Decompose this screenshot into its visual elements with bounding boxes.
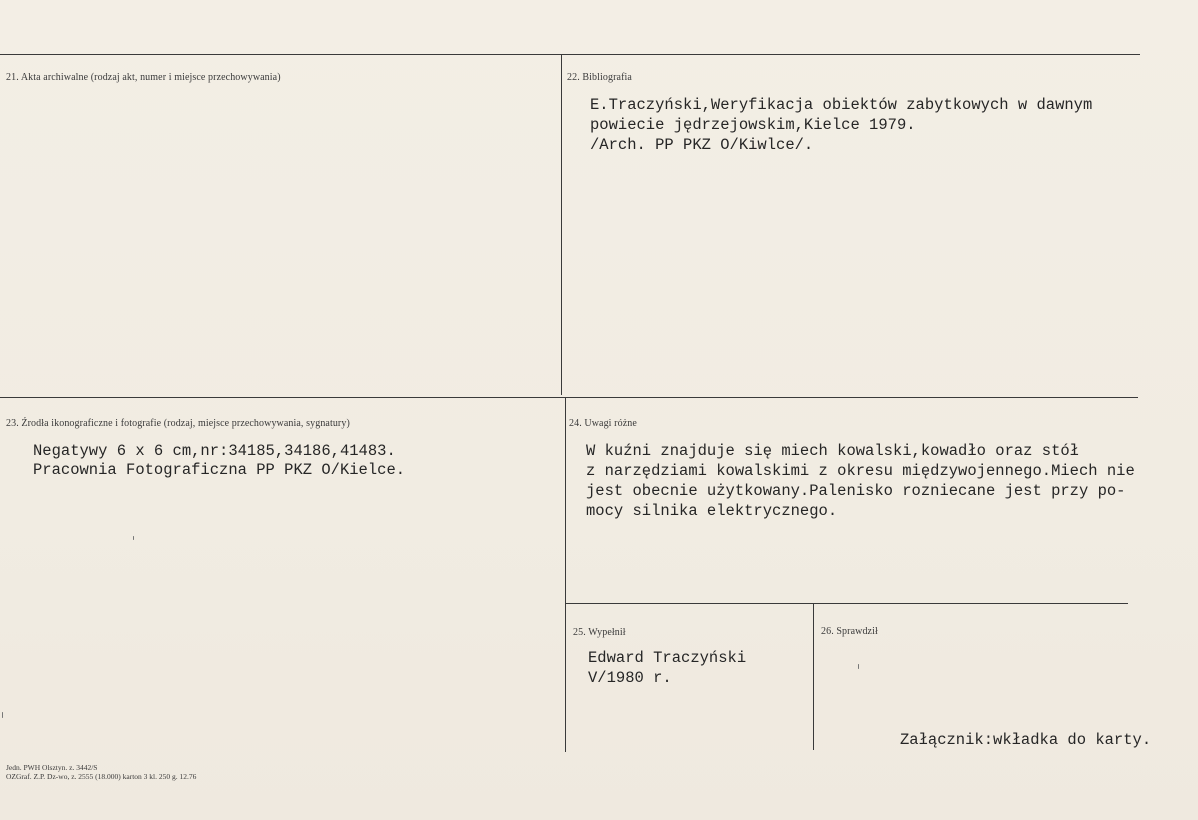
top-rule	[0, 54, 1140, 55]
printer-footer-line-1: Jedn. PWH Olsztyn. z. 3442/S	[6, 763, 98, 772]
vertical-divider	[561, 55, 562, 395]
field-25-line-1: Edward Traczyński	[588, 649, 747, 667]
signature-divider	[813, 604, 814, 750]
field-22-line-3: /Arch. PP PKZ O/Kiwlce/.	[590, 136, 814, 154]
vertical-divider-lower	[565, 397, 566, 752]
field-22-label: 22. Bibliografia	[567, 72, 632, 83]
field-23-line-1: Negatywy 6 x 6 cm,nr:34185,34186,41483.	[33, 442, 396, 460]
paper-speck	[2, 712, 3, 718]
attachment-note: Załącznik:wkładka do karty.	[900, 731, 1152, 749]
field-23-line-2: Pracownia Fotograficzna PP PKZ O/Kielce.	[33, 461, 406, 479]
field-24-line-1: W kuźni znajduje się miech kowalski,kowadło oraz stół	[586, 442, 1079, 460]
middle-rule	[0, 397, 1138, 398]
field-22-line-2: powiecie jędrzejowskim,Kielce 1979.	[590, 116, 916, 134]
field-24-label: 24. Uwagi różne	[569, 418, 637, 429]
field-24-line-4: mocy silnika elektrycznego.	[586, 502, 838, 520]
field-24-line-2: z narzędziami kowalskimi z okresu międzywojennego.Miech nie	[586, 462, 1135, 480]
field-25-line-2: V/1980 r.	[588, 669, 672, 687]
paper-speck	[858, 664, 859, 669]
field-23-label: 23. Źrodła ikonograficzne i fotografie (rodzaj, miejsce przechowywania, sygnatury)	[6, 418, 350, 429]
field-26-label: 26. Sprawdził	[821, 626, 878, 637]
field-24-line-3: jest obecnie użytkowany.Palenisko rozniecane jest przy po-	[586, 482, 1126, 500]
paper-speck	[133, 536, 134, 540]
field-25-label: 25. Wypełnił	[573, 627, 626, 638]
signature-rule	[566, 603, 1128, 604]
field-21-label: 21. Akta archiwalne (rodzaj akt, numer i miejsce przechowywania)	[6, 72, 281, 83]
printer-footer-line-2: OZGraf. Z.P. Dz-wo, z. 2555 (18.000) karton 3 kl. 250 g. 12.76	[6, 772, 197, 781]
field-22-line-1: E.Traczyński,Weryfikacja obiektów zabytkowych w dawnym	[590, 96, 1093, 114]
